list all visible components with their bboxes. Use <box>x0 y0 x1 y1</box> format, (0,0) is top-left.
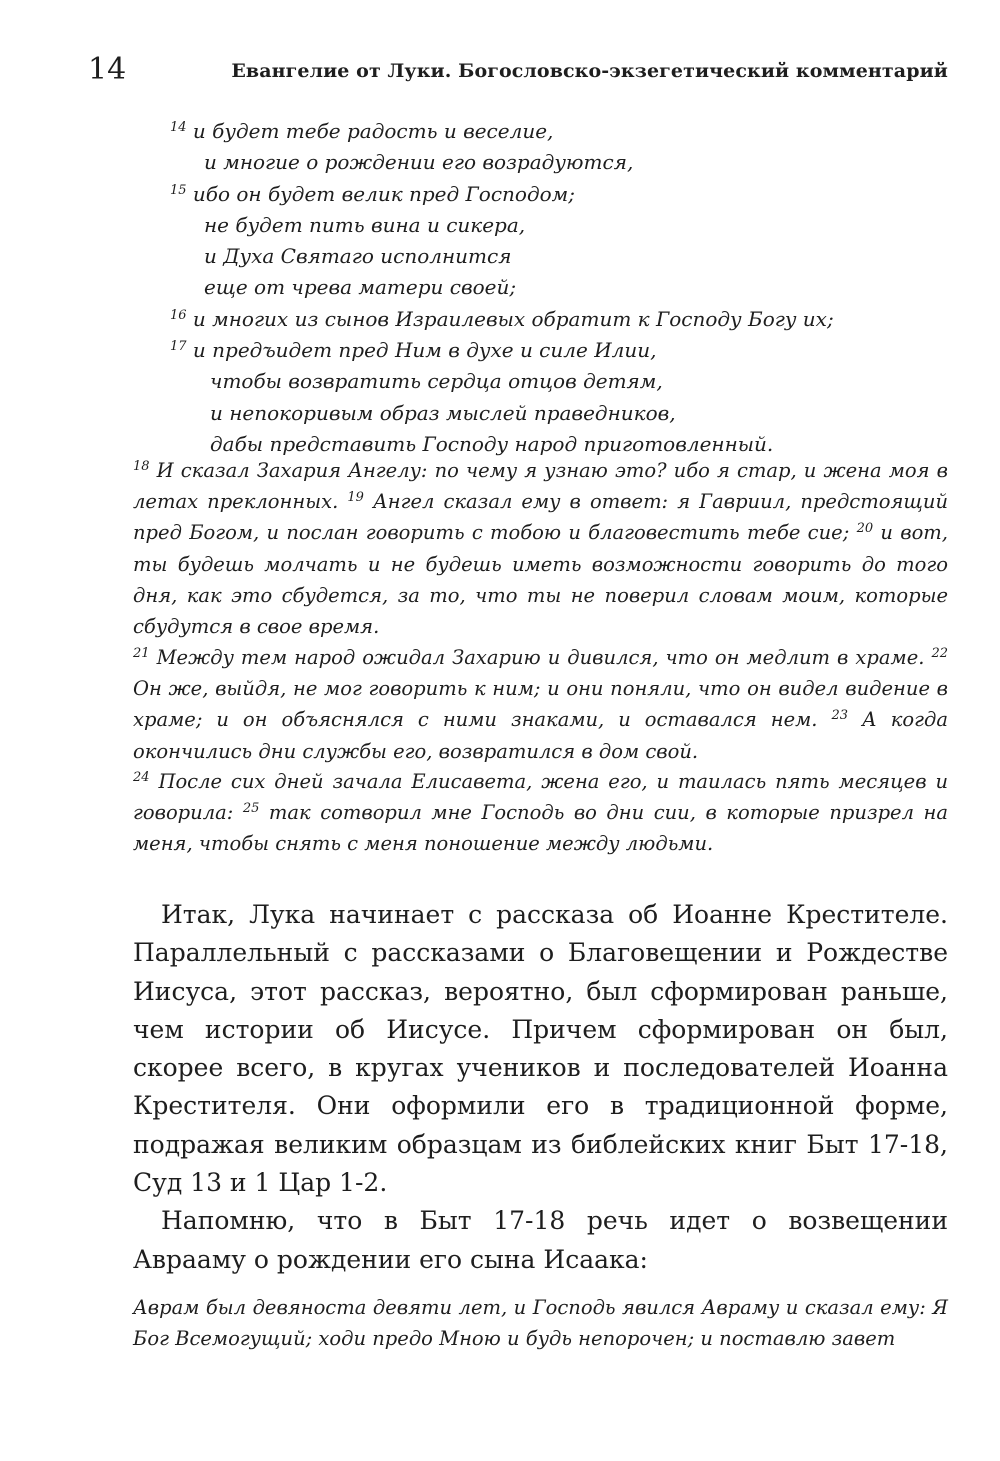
verse-text: И сказал Захария Ангелу: по чему я узнаю это? ибо я стар, и жена моя в летах преклонных. <box>133 459 948 514</box>
verse-line <box>170 272 930 303</box>
verse-text: еще от чрева матери своей; <box>204 275 517 300</box>
verse-number: 22 <box>931 646 948 661</box>
verse-text: дабы представить Господу народ приготовленный. <box>210 431 774 456</box>
verse-text: так сотворил мне Господь во дни сии, в которые призрел на меня, чтобы снять с меня поношение между людьми. <box>133 801 948 856</box>
verse-number: 16 <box>170 307 187 323</box>
verse-line <box>170 116 930 147</box>
verse-text: и многих из сынов Израилевых обратит к Господу Богу их; <box>192 306 834 331</box>
verse-line <box>170 241 930 272</box>
prose-paragraph <box>133 455 948 642</box>
verse-number: 18 <box>133 459 150 474</box>
verse-text: не будет пить вина и сикера, <box>204 212 526 237</box>
scripture-prose-24-25 <box>133 766 948 860</box>
verse-line <box>170 304 930 335</box>
verse-text: ибо он будет велик пред Господом; <box>192 181 575 206</box>
verse-text: После сих дней зачала Елисавета, жена его, и таилась пять месяцев и говорила: <box>133 770 948 825</box>
verse-number: 14 <box>170 120 187 135</box>
verse-number: 15 <box>170 182 187 198</box>
verse-line <box>170 335 930 366</box>
running-title: Евангелие от Луки. Богословско-экзегетический комментарий <box>231 60 948 82</box>
genesis-quotation: Аврам был девяноста девяти лет, и Господь явился Авраму и сказал ему: Я Бог Всемогущий; ходи предо Мною и будь непорочен; и поставлю завет <box>133 1296 948 1351</box>
verse-line <box>170 147 930 178</box>
verse-text: и многие о рождении его возрадуются, <box>204 150 634 175</box>
verse-line <box>170 210 930 241</box>
verse-line <box>170 398 930 429</box>
verse-text: чтобы возвратить сердца отцов детям, <box>210 369 663 394</box>
commentary-paragraph: Итак, Лука начинает с рассказа об Иоанне Крестителе. Параллельный с рассказами о Благовещении и Рождестве Иисуса, этот рассказ, вероятно, был сформирован раньше, чем истории об Иисусе. Причем сформирован он был, скорее всего, в кругах учеников и последователей Иоанна Крестителя. Они оформили его в традиционной форме, подражая великим образцам из библейских книг Быт 17-18, Суд 13 и 1 Цар 1-2. <box>133 900 948 1198</box>
verse-number: 21 <box>133 646 150 661</box>
verse-number: 24 <box>133 770 150 785</box>
verse-number: 20 <box>856 521 874 537</box>
verse-text: Между тем народ ожидал Захарию и дивился, что он медлит в храме. <box>156 646 925 669</box>
verse-number: 19 <box>347 490 364 506</box>
verse-text: А когда окончились дни службы его, возвратился в дом свой. <box>133 708 948 763</box>
scripture-prose-18-20 <box>133 455 948 642</box>
page-number: 14 <box>88 52 127 87</box>
verse-number: 23 <box>831 708 849 724</box>
prose-paragraph <box>133 766 948 860</box>
verse-text: и Духа Святаго исполнится <box>204 244 512 269</box>
page-header <box>88 52 948 92</box>
scripture-poem <box>170 116 930 460</box>
verse-text: Он же, выйдя, не мог говорить к ним; и они поняли, что он видел видение в храме; и он объяснялся с ними знаками, и оставался нем. <box>133 677 948 732</box>
verse-number: 17 <box>170 339 187 355</box>
verse-line <box>170 366 930 397</box>
scripture-prose-21-23 <box>133 642 948 767</box>
verse-number: 25 <box>242 801 260 817</box>
verse-text: и вот, ты будешь молчать и не будешь иметь возможности говорить до того дня, как это сбудется, за то, что ты не поверил словам моим, которые сбудутся в свое время. <box>133 521 949 639</box>
verse-text: Ангел сказал ему в ответ: я Гавриил, предстоящий пред Богом, и послан говорить с тобою и благовестить тебе сие; <box>133 490 948 545</box>
prose-paragraph <box>133 642 948 767</box>
verse-text: и непокоривым образ мыслей праведников, <box>210 400 676 425</box>
verse-text: и будет тебе радость и веселие, <box>192 119 554 143</box>
verse-text: и предъидет пред Ним в духе и силе Илии, <box>192 338 657 363</box>
commentary-text <box>133 896 948 1279</box>
commentary-paragraph: Напомню, что в Быт 17-18 речь идет о возвещении Аврааму о рождении его сына Исаака: <box>133 1206 948 1274</box>
verse-line <box>170 179 930 210</box>
